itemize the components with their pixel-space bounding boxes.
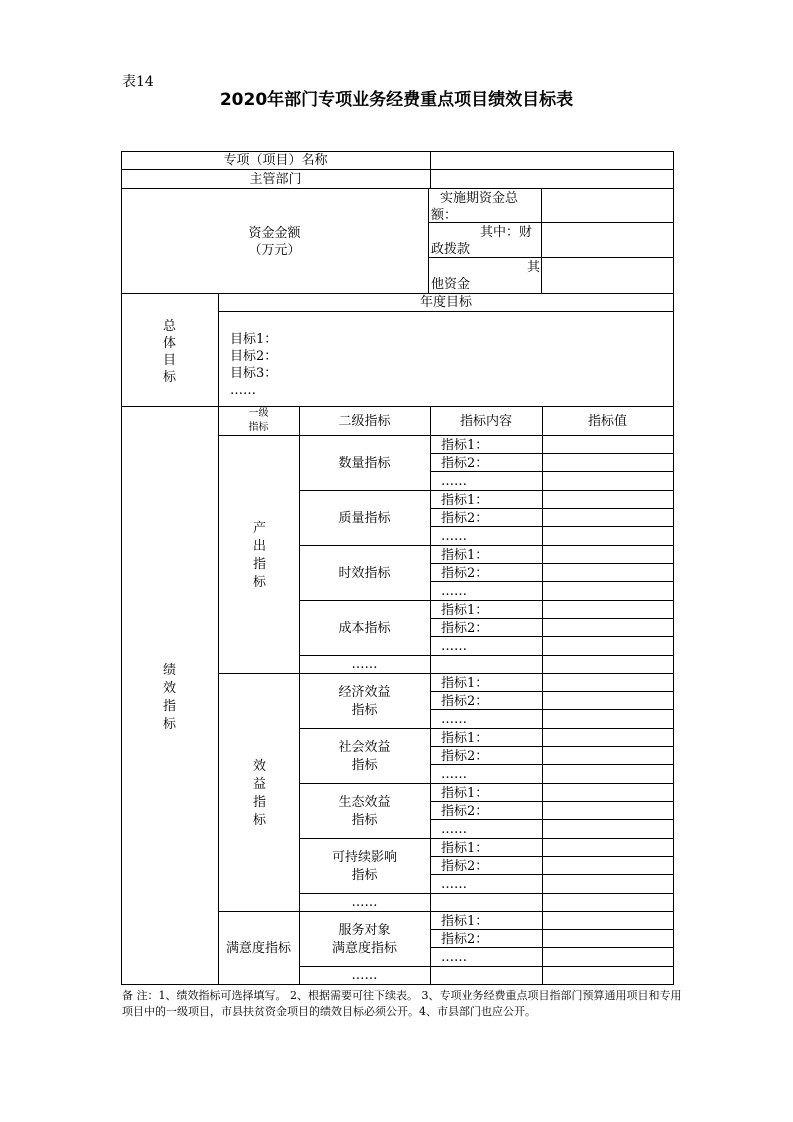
ecological-benefit-line2: 指标 bbox=[351, 813, 378, 828]
economic-benefit-line2: 指标 bbox=[351, 703, 378, 718]
document-title: 2020年部门专项业务经费重点项目绩效目标表 bbox=[219, 90, 574, 110]
indicator-1[interactable]: 指标1： bbox=[441, 676, 489, 691]
indicator-more: …… bbox=[441, 950, 467, 965]
dept-label: 主管部门 bbox=[249, 172, 302, 187]
output-label-3: 指 bbox=[253, 557, 267, 572]
performance-indicator-label-2: 效 bbox=[163, 681, 177, 696]
benefit-label-3: 指 bbox=[253, 795, 267, 810]
performance-indicator-label-3: 指 bbox=[163, 699, 177, 714]
other-funds-value[interactable] bbox=[542, 258, 673, 293]
project-name-value[interactable] bbox=[431, 152, 673, 169]
funds-label-line2: （万元） bbox=[248, 243, 301, 258]
indicator-1[interactable]: 指标1： bbox=[441, 786, 489, 801]
social-benefit-line2: 指标 bbox=[351, 758, 378, 773]
other-funds-label-line2: 他资金 bbox=[431, 277, 471, 292]
col-level1-line1: 一级 bbox=[248, 408, 269, 419]
social-benefit-line1: 社会效益 bbox=[338, 740, 391, 755]
indicator-1[interactable]: 指标1： bbox=[441, 914, 489, 929]
indicator-1[interactable]: 指标1： bbox=[441, 603, 489, 618]
indicator-1[interactable]: 指标1： bbox=[441, 438, 489, 453]
indicator-more: …… bbox=[441, 767, 467, 782]
benefit-label-2: 益 bbox=[253, 777, 267, 792]
sustainable-impact-line1: 可持续影响 bbox=[331, 850, 397, 865]
indicator-1[interactable]: 指标1： bbox=[441, 548, 489, 563]
indicator-2[interactable]: 指标2： bbox=[441, 511, 489, 526]
total-funds-label-line1: 实施期资金总 bbox=[440, 191, 519, 206]
indicator-1[interactable]: 指标1： bbox=[441, 841, 489, 856]
indicator-more: …… bbox=[441, 474, 467, 489]
other-funds-label-line1: 其 bbox=[527, 260, 541, 275]
service-satisfaction-line2: 满意度指标 bbox=[331, 941, 397, 956]
performance-indicator-label-4: 标 bbox=[163, 717, 177, 732]
project-name-label: 专项（项目）名称 bbox=[223, 153, 328, 168]
indicator-more: …… bbox=[441, 712, 467, 727]
sustainable-impact-line2: 指标 bbox=[351, 868, 378, 883]
footnote: 备 注：1、绩效指标可选择填写。 2、根据需要可往下续表。 3、专项业务经费重点项目指部门预算通用项目和专用项目中的一级项目，市县扶贫资金项目的绩效目标必须公开。4、市县部门也应公开。 bbox=[122, 989, 682, 1018]
overall-target-label-1: 总 bbox=[163, 319, 177, 334]
service-satisfaction-line1: 服务对象 bbox=[338, 923, 391, 938]
indicator-2[interactable]: 指标2： bbox=[441, 859, 489, 874]
overall-target-label-4: 标 bbox=[163, 370, 177, 385]
output-label-2: 出 bbox=[253, 539, 267, 554]
col-level2: 二级指标 bbox=[338, 414, 391, 429]
fiscal-funds-label-line2: 政拨款 bbox=[431, 242, 471, 257]
goal-3[interactable]: 目标3： bbox=[230, 366, 278, 381]
indicator-2[interactable]: 指标2： bbox=[441, 804, 489, 819]
output-label-1: 产 bbox=[253, 521, 267, 536]
goal-2[interactable]: 目标2： bbox=[230, 349, 278, 364]
funds-label-line1: 资金金额 bbox=[248, 226, 301, 241]
performance-indicator-label-1: 绩 bbox=[163, 663, 177, 678]
indicator-more: …… bbox=[441, 877, 467, 892]
indicator-more: …… bbox=[441, 584, 467, 599]
indicator-more: …… bbox=[441, 639, 467, 654]
dept-value[interactable] bbox=[431, 170, 673, 188]
quantity-indicator: 数量指标 bbox=[338, 456, 391, 471]
indicator-2[interactable]: 指标2： bbox=[441, 621, 489, 636]
cost-indicator: 成本指标 bbox=[338, 621, 391, 636]
output-more: …… bbox=[351, 657, 378, 672]
table-number: 表14 bbox=[122, 74, 154, 90]
satisfaction-label: 满意度指标 bbox=[225, 941, 291, 956]
fiscal-funds-label-line1: 其中：财 bbox=[480, 225, 533, 240]
timeliness-indicator: 时效指标 bbox=[338, 566, 391, 581]
col-level1-line2: 指标 bbox=[248, 422, 269, 433]
indicator-2[interactable]: 指标2： bbox=[441, 456, 489, 471]
overall-target-label-3: 目 bbox=[163, 353, 177, 368]
goal-1[interactable]: 目标1： bbox=[230, 332, 278, 347]
indicator-2[interactable]: 指标2： bbox=[441, 932, 489, 947]
indicator-2[interactable]: 指标2： bbox=[441, 566, 489, 581]
total-funds-value[interactable] bbox=[542, 189, 673, 222]
total-funds-label-line2: 额： bbox=[431, 208, 458, 223]
indicator-1[interactable]: 指标1： bbox=[441, 731, 489, 746]
indicator-more: …… bbox=[441, 822, 467, 837]
benefit-label-4: 标 bbox=[253, 813, 267, 828]
economic-benefit-line1: 经济效益 bbox=[338, 685, 391, 700]
indicator-more: …… bbox=[441, 529, 467, 544]
benefit-more: …… bbox=[351, 895, 378, 910]
indicator-2[interactable]: 指标2： bbox=[441, 749, 489, 764]
indicator-2[interactable]: 指标2： bbox=[441, 694, 489, 709]
col-value: 指标值 bbox=[587, 414, 627, 429]
satisfaction-more: …… bbox=[351, 968, 378, 983]
output-label-4: 标 bbox=[253, 575, 267, 590]
overall-target-label-2: 体 bbox=[163, 336, 177, 351]
year-goal-header: 年度目标 bbox=[419, 295, 472, 310]
col-content: 指标内容 bbox=[459, 414, 512, 429]
goal-more: …… bbox=[230, 383, 256, 398]
quality-indicator: 质量指标 bbox=[338, 511, 391, 526]
indicator-1[interactable]: 指标1： bbox=[441, 493, 489, 508]
ecological-benefit-line1: 生态效益 bbox=[338, 795, 391, 810]
benefit-label-1: 效 bbox=[253, 759, 267, 774]
fiscal-funds-value[interactable] bbox=[542, 223, 673, 257]
